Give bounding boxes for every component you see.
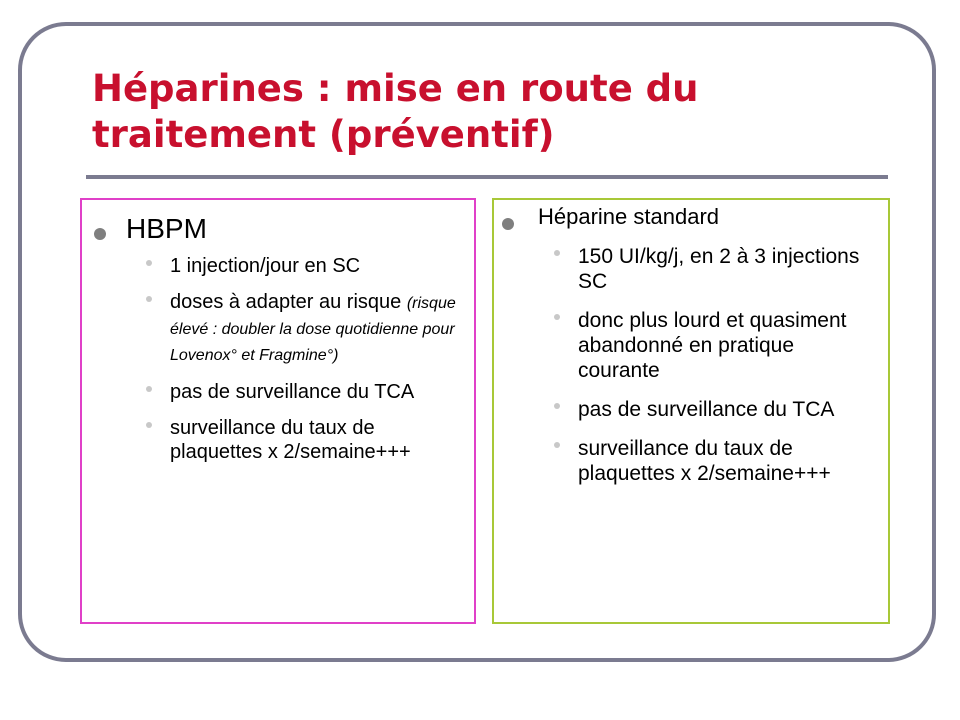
list-item-note: (risque élevé : doubler la dose quotidienne pour Lovenox° et Fragmine°) bbox=[170, 295, 456, 364]
list-item-text: surveillance du taux de plaquettes x 2/semaine+++ bbox=[578, 437, 831, 485]
list-item-text: surveillance du taux de plaquettes x 2/semaine+++ bbox=[170, 417, 411, 463]
bullet-dot-icon bbox=[554, 250, 560, 256]
bullet-dot-icon bbox=[146, 422, 152, 428]
list-item bbox=[578, 436, 878, 486]
list-item bbox=[170, 254, 460, 278]
bullet-dot-icon bbox=[146, 260, 152, 266]
bullet-dot-icon bbox=[554, 314, 560, 320]
heparine-standard-list bbox=[578, 244, 878, 500]
bullet-dot-icon bbox=[554, 442, 560, 448]
list-item-text: pas de surveillance du TCA bbox=[578, 398, 835, 421]
list-item-text: doses à adapter au risque bbox=[170, 291, 402, 313]
slide-title: Héparines : mise en route du traitement (préventif) bbox=[92, 67, 699, 156]
bullet-dot-icon bbox=[94, 228, 106, 240]
list-item bbox=[170, 380, 460, 404]
list-item-text: 1 injection/jour en SC bbox=[170, 255, 361, 277]
title-divider bbox=[86, 175, 888, 179]
bullet-dot-icon bbox=[502, 218, 514, 230]
list-item bbox=[170, 416, 460, 464]
list-item bbox=[578, 308, 878, 383]
list-item-text: 150 UI/kg/j, en 2 à 3 injections SC bbox=[578, 245, 860, 293]
list-item bbox=[578, 244, 878, 294]
bullet-dot-icon bbox=[146, 386, 152, 392]
hbpm-list bbox=[170, 254, 460, 476]
list-item bbox=[170, 290, 460, 368]
bullet-dot-icon bbox=[554, 403, 560, 409]
hbpm-heading-label: HBPM bbox=[126, 213, 207, 244]
list-item bbox=[578, 397, 878, 422]
heparine-standard-heading-label: Héparine standard bbox=[538, 204, 720, 229]
list-item-text: donc plus lourd et quasiment abandonné en pratique courante bbox=[578, 309, 847, 382]
bullet-dot-icon bbox=[146, 296, 152, 302]
list-item-text: pas de surveillance du TCA bbox=[170, 381, 415, 403]
